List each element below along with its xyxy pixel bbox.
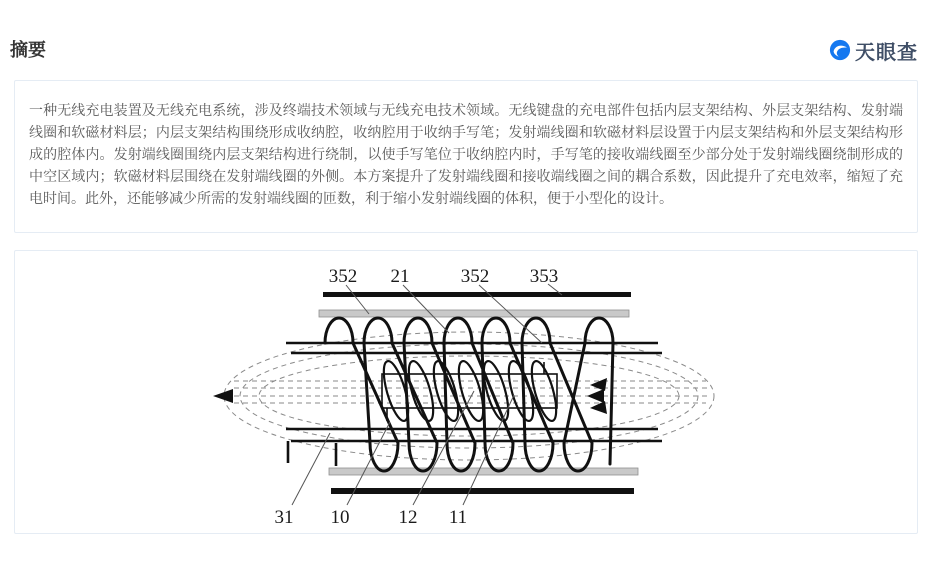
tianyancha-eye-icon (829, 39, 851, 61)
abstract-panel (14, 80, 918, 233)
tianyancha-logo[interactable] (829, 38, 918, 62)
outer-bracket-bottom-bar (331, 488, 634, 494)
brand-name: 天眼查 (855, 41, 918, 64)
figure-panel (14, 250, 918, 534)
label-11: 11 (448, 507, 468, 528)
soft-magnetic-top-bar (319, 310, 629, 317)
label-10: 10 (330, 507, 350, 528)
abstract-text: 一种无线充电装置及无线充电系统，涉及终端技术领域与无线充电技术领域。无线键盘的充电部件包括内层支架结构、外层支架结构、发射端线圈和软磁材料层；内层支架结构围绕形成收纳腔，收纳腔用于收纳手写笔；发射端线圈和软磁材料层设置于内层支架结构和外层支架结构形成的腔体内。发射端线圈围绕内层支架结构进行绕制，以使手写笔位于收纳腔内时，手写笔的接收端线圈至少部分处于发射端线圈绕制形成的中空区域内；软磁材料层围绕在发射端线圈的外侧。本方案提升了发射端线圈和接收端线圈之间的耦合系数，因此提升了充电效率，缩短了充电时间。此外，还能够减少所需的发射端线圈的匝数，利于缩小发射端线圈的体积，便于小型化的设计。 (29, 102, 903, 206)
flux-arrow-left-icon (213, 389, 233, 403)
label-352-left: 352 (328, 266, 358, 287)
flux-arrow-cluster-icon (587, 378, 607, 414)
outer-bracket-top-bar (323, 292, 631, 297)
header (0, 0, 932, 80)
label-31: 31 (274, 507, 294, 528)
label-352-right: 352 (460, 266, 490, 287)
patent-figure (206, 259, 726, 529)
page-title: 摘要 (10, 40, 46, 60)
label-12: 12 (398, 507, 418, 528)
label-353: 353 (529, 266, 559, 287)
label-21: 21 (390, 266, 410, 287)
soft-magnetic-bottom-bar (329, 468, 638, 475)
